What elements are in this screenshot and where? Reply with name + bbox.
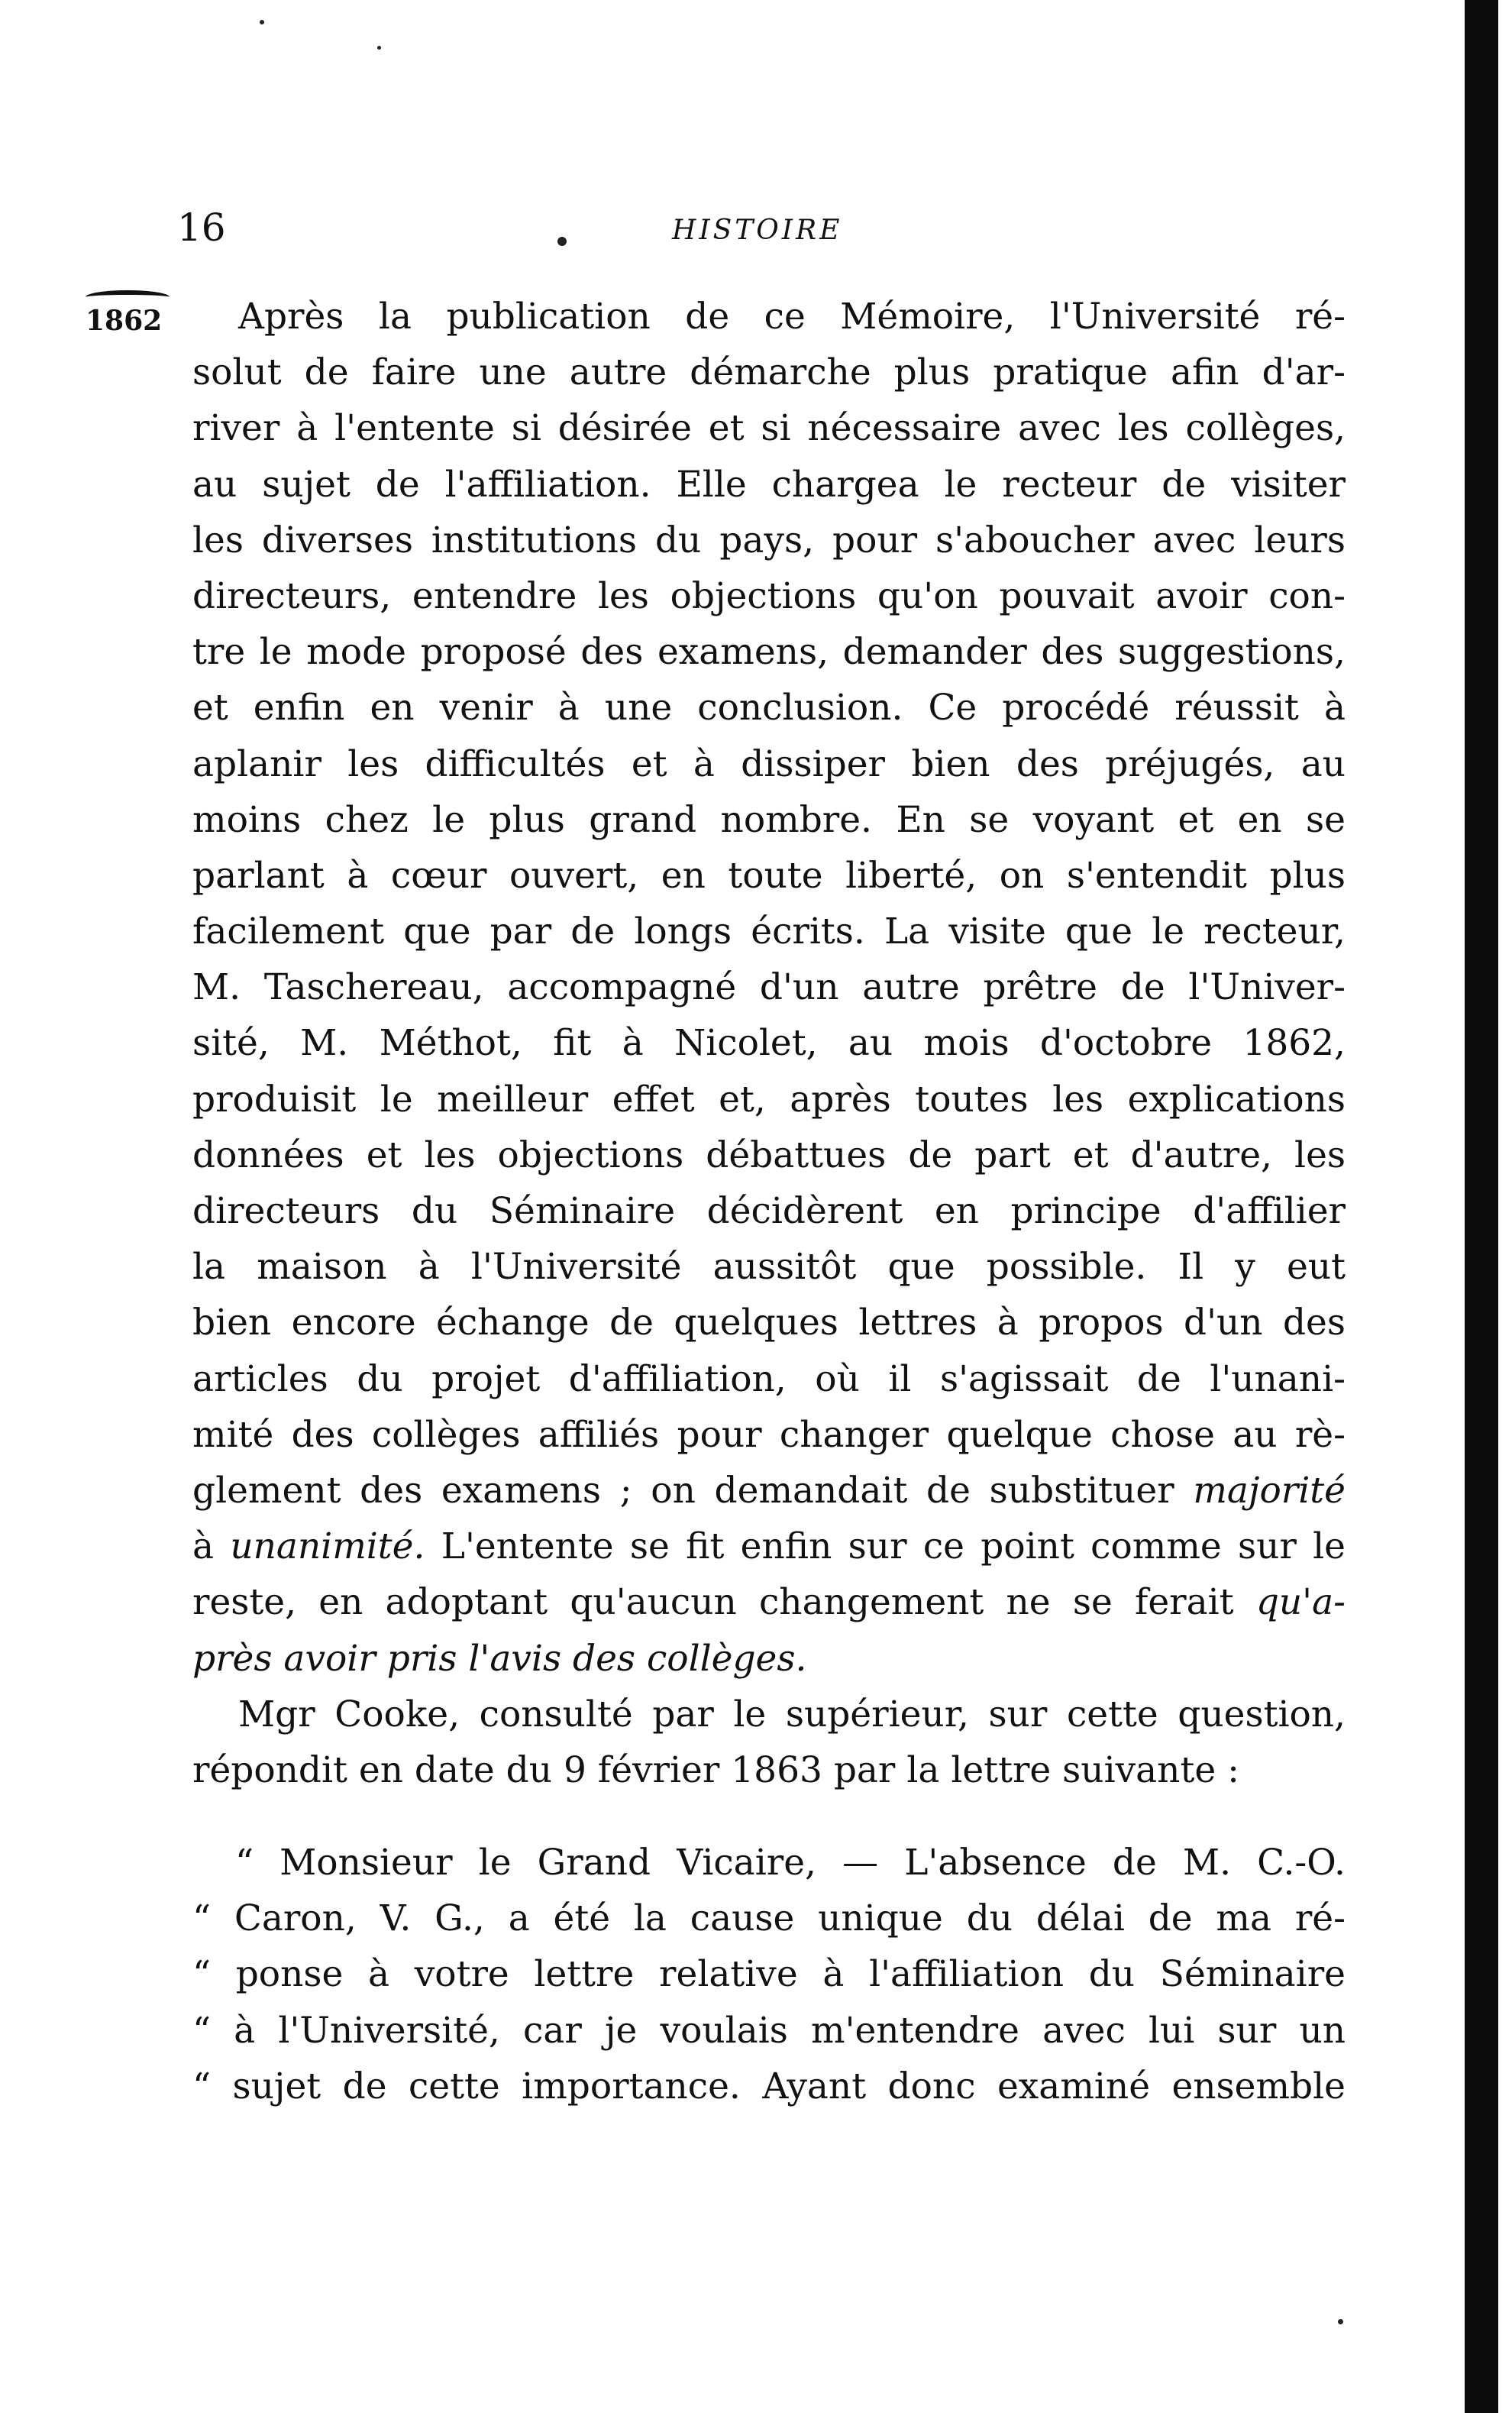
text-line: moins chez le plus grand nombre. En se voyant et en se xyxy=(192,798,1346,841)
text-line: au sujet de l'affiliation. Elle chargea le recteur de visiter xyxy=(192,463,1346,506)
text-line: parlant à cœur ouvert, en toute liberté, on s'entendit plus xyxy=(192,854,1346,897)
letter-line: “ ponse à votre lettre relative à l'affiliation du Séminaire xyxy=(192,1953,1346,1996)
letter-line: “ à l'Université, car je voulais m'entendre avec lui sur un xyxy=(192,2009,1346,2052)
italic-text: majorité xyxy=(1193,1469,1346,1512)
text-line: la maison à l'Université aussitôt que possible. Il y eut xyxy=(192,1246,1346,1289)
text-line: produisit le meilleur effet et, après toutes les explications xyxy=(192,1078,1346,1121)
text-line: directeurs du Séminaire décidèrent en principe d'affilier xyxy=(192,1190,1346,1232)
text-line: répondit en date du 9 février 1863 par la lettre suivante : xyxy=(192,1748,1239,1791)
letter-line: “ Monsieur le Grand Vicaire, — L'absence de M. C.-O. xyxy=(235,1842,1346,1884)
text-line: articles du projet d'affiliation, où il s'agissait de l'unani- xyxy=(192,1357,1346,1400)
letter-line: “ sujet de cette importance. Ayant donc examiné ensemble xyxy=(192,2065,1346,2107)
text-line: tre le mode proposé des examens, demander des suggestions, xyxy=(192,631,1346,674)
text-line: Après la publication de ce Mémoire, l'Université ré- xyxy=(238,296,1346,338)
page-header xyxy=(0,205,1512,251)
page-number: 16 xyxy=(177,205,226,250)
text-line: les diverses institutions du pays, pour s'aboucher avec leurs xyxy=(192,519,1346,561)
text-line: river à l'entente si désirée et si nécessaire avec les collèges, xyxy=(192,407,1346,450)
margin-year: 1862 xyxy=(86,305,163,337)
text-line: mité des collèges affiliés pour changer quelque chose au rè- xyxy=(192,1413,1346,1456)
running-head: HISTOIRE xyxy=(672,215,843,246)
text-line: bien encore échange de quelques lettres à propos d'un des xyxy=(192,1302,1346,1344)
scanned-page-edge xyxy=(1465,0,1498,2413)
text-line: facilement que par de longs écrits. La visite que le recteur, xyxy=(192,911,1346,953)
margin-year-note xyxy=(86,306,162,336)
text-line: sité, M. Méthot, fit à Nicolet, au mois d'octobre 1862, xyxy=(192,1022,1346,1065)
text-line: M. Taschereau, accompagné d'un autre prêtre de l'Univer- xyxy=(192,966,1346,1009)
text-line: et enfin en venir à une conclusion. Ce procédé réussit à xyxy=(192,687,1346,729)
text-segment: reste, en adoptant qu'aucun changement ne se ferait xyxy=(192,1581,1256,1624)
italic-text: qu'a- xyxy=(1255,1581,1346,1624)
text-line xyxy=(192,1631,1346,1687)
print-speck xyxy=(1338,2319,1343,2324)
italic-text: unanimité. xyxy=(230,1525,425,1568)
text-segment: glement des examens ; on demandait de substituer xyxy=(192,1469,1174,1512)
text-line xyxy=(192,1574,1346,1630)
text-line xyxy=(192,1519,1346,1574)
print-speck xyxy=(377,46,381,50)
main-text xyxy=(192,289,1346,1798)
letter-line: “ Caron, V. G., a été la cause unique du délai de ma ré- xyxy=(192,1897,1346,1940)
year-ornament-icon xyxy=(86,290,170,304)
text-segment: L'entente se fit enfin sur ce point comme sur le xyxy=(425,1525,1346,1568)
text-line: directeurs, entendre les objections qu'on pouvait avoir con- xyxy=(192,574,1346,617)
text-line: solut de faire une autre démarche plus pratique afin d'ar- xyxy=(192,351,1346,394)
print-speck xyxy=(260,20,264,24)
text-line: données et les objections débattues de part et d'autre, les xyxy=(192,1134,1346,1176)
italic-text: près avoir pris l'avis des collèges. xyxy=(192,1637,807,1680)
text-line xyxy=(192,1463,1346,1519)
text-line: aplanir les difficultés et à dissiper bien des préjugés, au xyxy=(192,742,1346,785)
quoted-letter xyxy=(192,1835,1346,2114)
text-segment: à xyxy=(192,1525,231,1568)
text-line: Mgr Cooke, consulté par le supérieur, sur cette question, xyxy=(238,1693,1346,1735)
